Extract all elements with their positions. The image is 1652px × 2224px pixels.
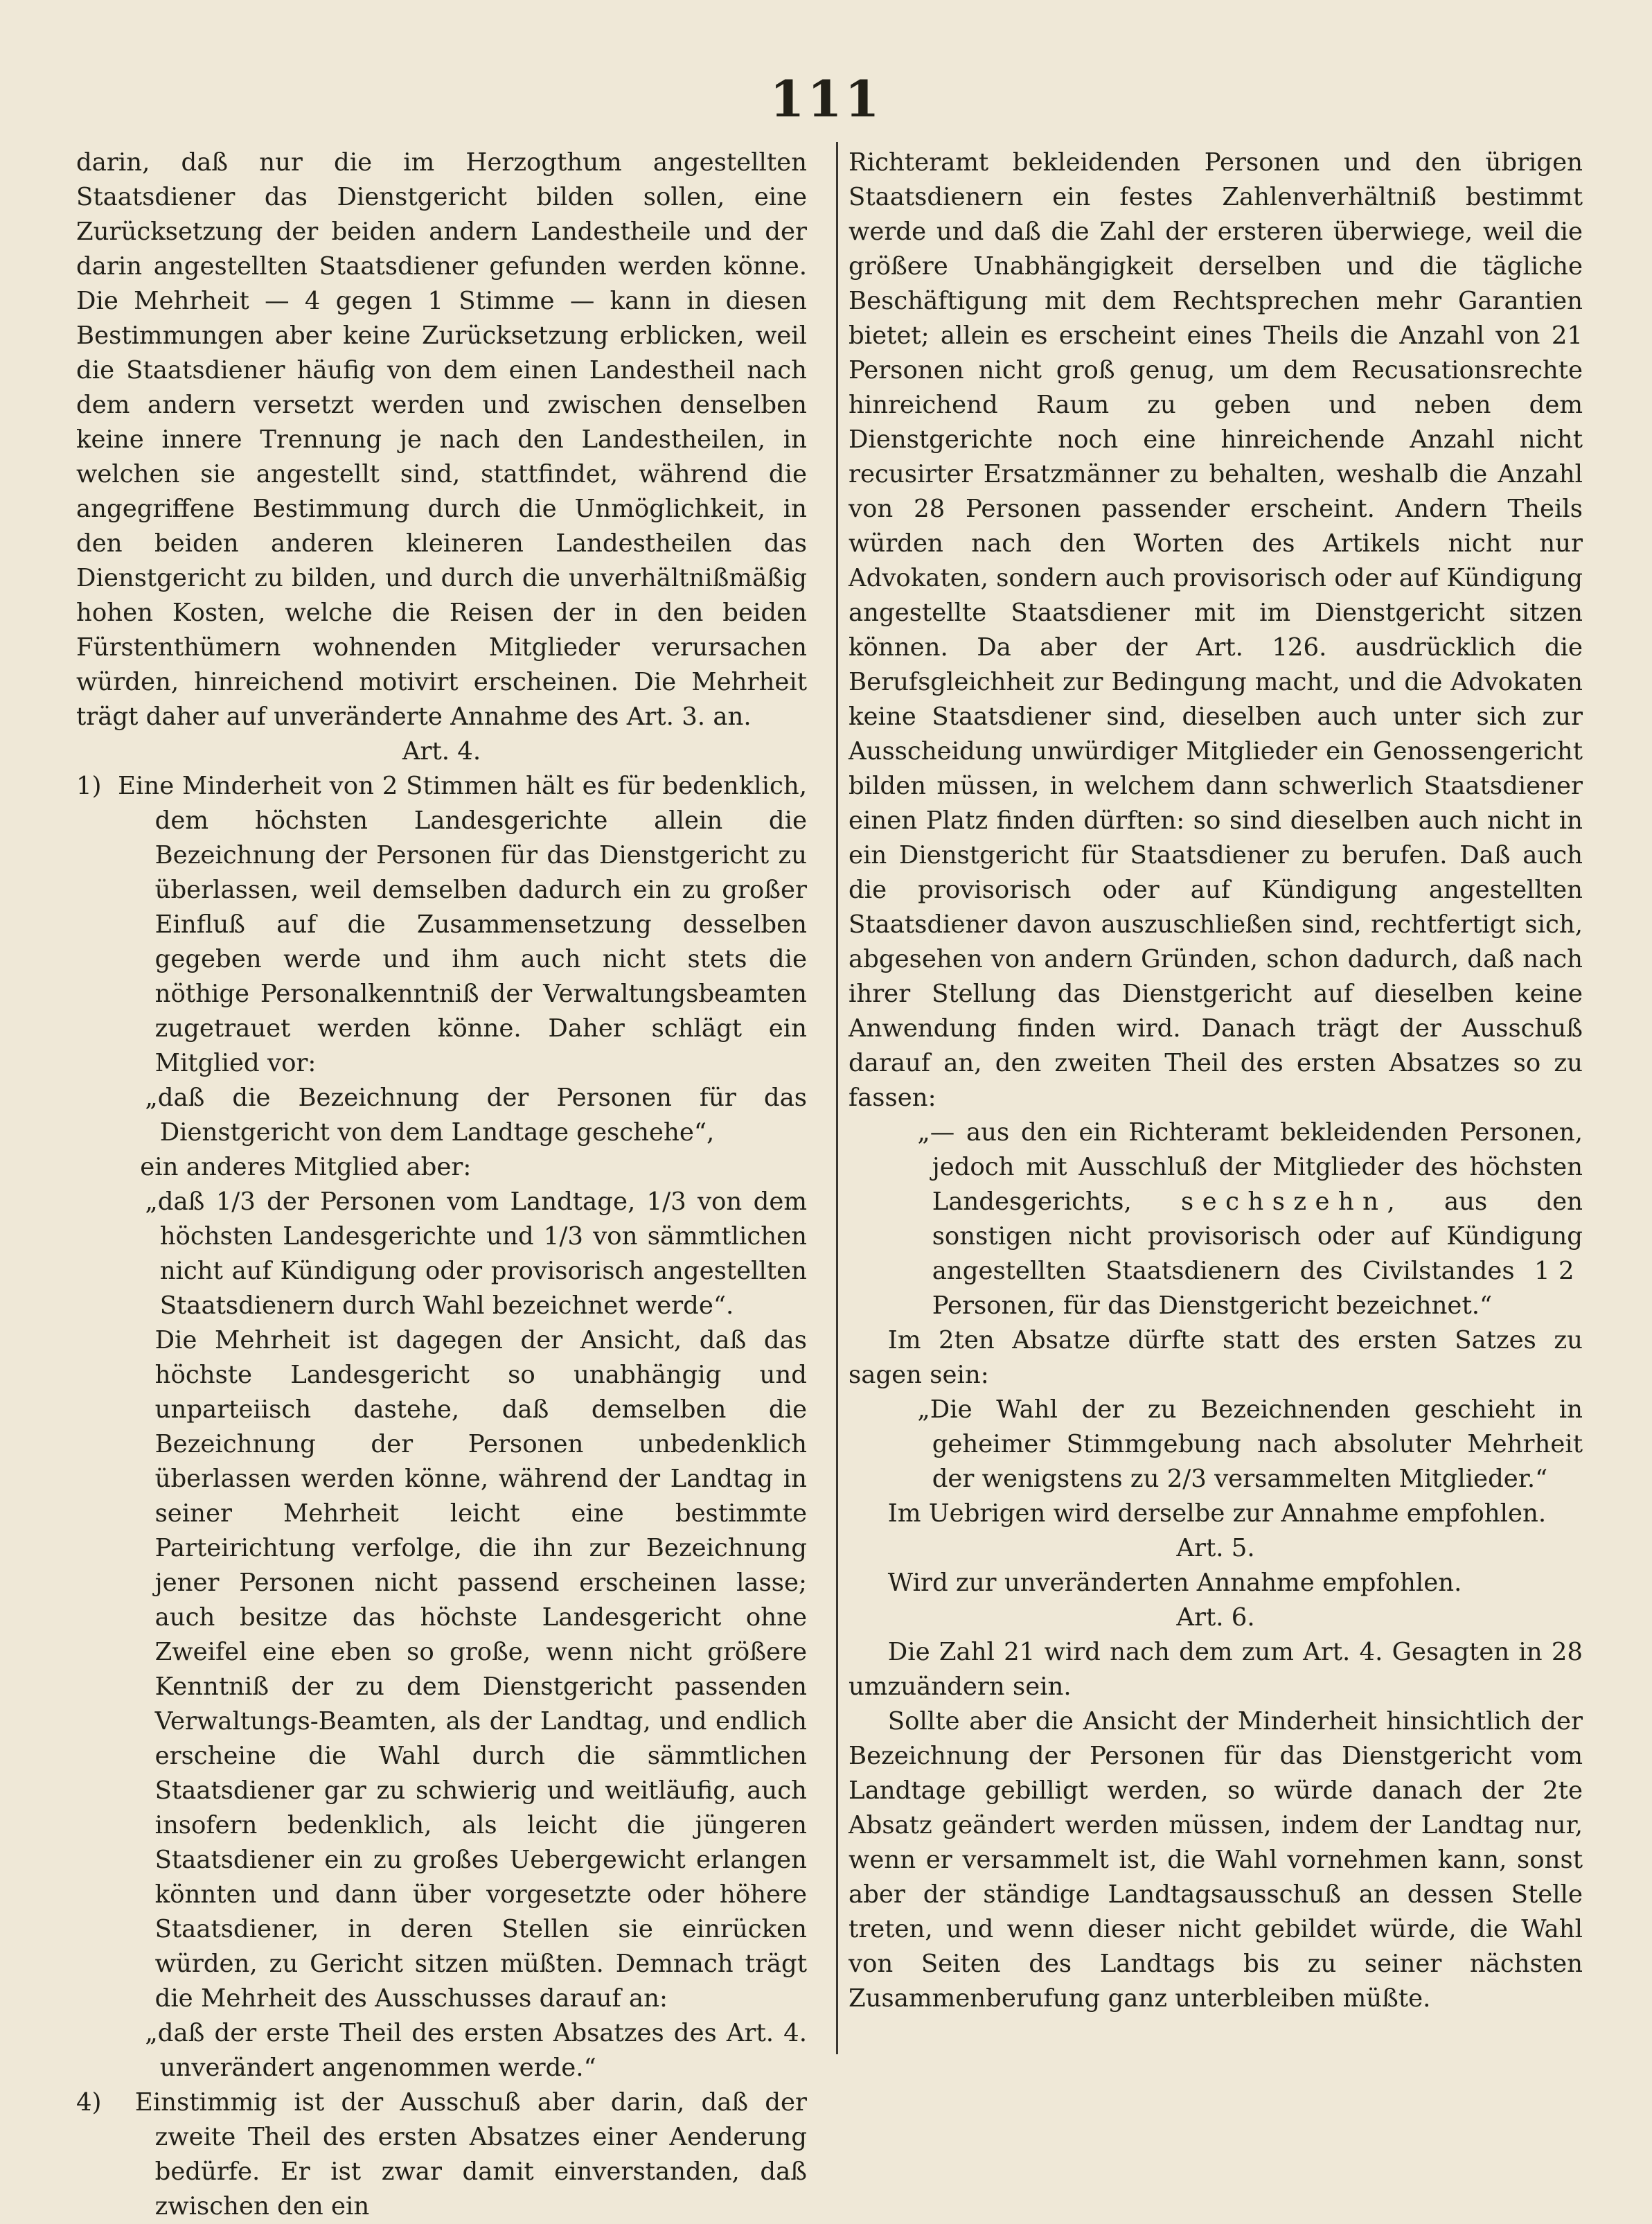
right-paragraph-3: Im Uebrigen wird derselbe zur Annahme empfohlen. (887, 1499, 1547, 1528)
quote-text-e: Personen, für das Dienstgericht bezeichnet.“ (932, 1291, 1493, 1320)
quote-spaced-number-word: sechszehn (1181, 1188, 1387, 1216)
right-column (849, 145, 1583, 2016)
column-divider (836, 142, 838, 2054)
quote-election: „Die Wahl der zu Bezeichnenden geschieht in geheimer Stimmgebung nach absoluter Mehrheit der wenigstens zu 2/3 versammelten Mitglieder.“ (917, 1395, 1583, 1493)
article-6-heading: Art. 6. (1176, 1603, 1255, 1632)
quote-first-part: „daß der erste Theil des ersten Absatzes des Art. 4. unverändert angenommen werde.“ (145, 2019, 807, 2082)
article-4-heading: Art. 4. (402, 737, 481, 766)
item-4-text: Einstimmig ist der Ausschuß aber darin, daß der zweite Theil des ersten Absatzes einer Aenderung bedürfe. Er ist zwar damit einverstanden, daß zwischen den ein (134, 2088, 808, 2221)
article-5-heading: Art. 5. (1176, 1534, 1255, 1562)
page-number: 111 (770, 69, 882, 128)
quote-spaced-number: 12 (1534, 1257, 1583, 1285)
other-member-line: ein anderes Mitglied aber: (140, 1153, 472, 1181)
quote-text-c: , aus den sonstigen nicht provisorisch oder auf Kündigung angestellten Staatsdienern des Civilstandes (932, 1188, 1583, 1285)
right-paragraph-1: Richteramt bekleidenden Personen und den übrigen Staatsdienern ein festes Zahlenverhältniß bestimmt werde und daß die Zahl der ersteren überwiege, weil die größere Unabhängigkeit derselben und die tägliche Beschäftigung mit dem Rechtsprechen mehr Garantien bietet; allein es erscheint eines Theils die Anzahl von 21 Personen nicht groß genug, um dem Recusationsrechte hinreichend Raum zu geben und neben dem Dienstgerichte noch eine hinreichende Anzahl nicht recusirter Ersatzmänner zu behalten, weshalb die Anzahl von 28 Personen passender erscheint. Andern Theils würden nach den Worten des Artikels nicht nur Advokaten, sondern auch provisorisch oder auf Kündigung angestellte Staatsdiener mit im Dienstgericht sitzen können. Da aber der Art. 126. ausdrücklich die Berufsgleichheit zur Bedingung macht, und die Advokaten keine Staatsdiener sind, dieselben auch unter sich zur Ausscheidung unwürdiger Mitglieder ein Genossengericht bilden müssen, in welchem dann schwerlich Staatsdiener einen Platz finden dürften: so sind dieselben auch nicht in ein Dienstgericht für Staatsdiener zu berufen. Daß auch die provisorisch oder auf Kündigung angestellten Staatsdiener davon auszuschließen sind, rechtfertigt sich, abgesehen von andern Gründen, schon dadurch, daß nach ihrer Stellung das Dienstgericht auf dieselben keine Anwendung finden wird. Danach trägt der Ausschuß darauf an, den zweiten Theil des ersten Absatzes so zu fassen: (849, 148, 1583, 1112)
article-5-text: Wird zur unveränderten Annahme empfohlen. (887, 1569, 1462, 1597)
item-4-marker: 4) (76, 2088, 102, 2117)
right-paragraph-4: Sollte aber die Ansicht der Minderheit hinsichtlich der Bezeichnung der Personen für das Dienstgericht vom Landtage gebilligt werden, so würde danach der 2te Absatz geändert werden müssen, indem der Landtag nur, wenn er versammelt ist, die Wahl vornehmen kann, sonst aber der ständige Landtagsausschuß an dessen Stelle treten, und wenn dieser nicht gebildet würde, die Wahl von Seiten des Landtags bis zu seiner nächsten Zusammenberufung ganz unterbleiben müßte. (849, 1707, 1583, 2013)
left-paragraph-1: darin, daß nur die im Herzogthum angestellten Staatsdiener das Dienstgericht bilden sollen, eine Zurücksetzung der beiden andern Landestheile und der darin angestellten Staatsdiener gefunden werden könne. Die Mehrheit — 4 gegen 1 Stimme — kann in diesen Bestimmungen aber keine Zurücksetzung erblicken, weil die Staatsdiener häufig von dem einen Landestheil nach dem andern versetzt werden und zwischen denselben keine innere Trennung je nach den Landestheilen, in welchen sie angestellt sind, stattfindet, während die angegriffene Bestimmung durch die Unmöglichkeit, in den beiden anderen kleineren Landestheilen das Dienstgericht zu bilden, und durch die unverhältnißmäßig hohen Kosten, welche die Reisen der in den beiden Fürstenthümern wohnenden Mitglieder verursachen würden, hinreichend motivirt erscheinen. Die Mehrheit trägt daher auf unveränderte Annahme des Art. 3. an. (76, 148, 807, 731)
article-6-text: Die Zahl 21 wird nach dem zum Art. 4. Gesagten in 28 umzuändern sein. (849, 1638, 1583, 1701)
item-1-marker: 1) (76, 772, 102, 800)
quote-text-a: „— aus den ein Richteramt bekleidenden Personen, jedoch mit Ausschluß der Mitglieder des höchsten Landesgerichts, (917, 1118, 1583, 1216)
item-1 (76, 769, 807, 1081)
right-paragraph-2: Im 2ten Absatze dürfte statt des ersten Satzes zu sagen sein: (849, 1326, 1583, 1389)
majority-opinion: Die Mehrheit ist dagegen der Ansicht, daß das höchste Landesgericht so unabhängig und unparteiisch dastehe, daß demselben die Bezeichnung der Personen unbedenklich überlassen werden könne, während der Landtag in seiner Mehrheit leicht eine bestimmte Parteirichtung verfolge, die ihn zur Bezeichnung jener Personen nicht passend erscheinen lasse; auch besitze das höchste Landesgericht ohne Zweifel eine eben so große, wenn nicht größere Kenntniß der zu dem Dienstgericht passenden Verwaltungs-Beamten, als der Landtag, und endlich erscheine die Wahl durch die sämmtlichen Staatsdiener gar zu schwierig und weitläufig, auch insofern bedenklich, als leicht die jüngeren Staatsdiener ein zu großes Uebergewicht erlangen könnten und dann über vorgesetzte oder höhere Staatsdiener, in deren Stellen sie einrücken würden, zu Gericht sitzen müßten. Demnach trägt die Mehrheit des Ausschusses darauf an: (154, 1326, 807, 2013)
left-column (76, 145, 807, 2224)
quote-landtag: „daß die Bezeichnung der Personen für das Dienstgericht von dem Landtage geschehe“, (145, 1084, 807, 1147)
quote-second-part (849, 1115, 1583, 1323)
quote-thirds: „daß 1/3 der Personen vom Landtage, 1/3 von dem höchsten Landesgerichte und 1/3 von sämmtlichen nicht auf Kündigung oder provisorisch angestellten Staatsdienern durch Wahl bezeichnet werde“. (145, 1188, 807, 1320)
item-4 (76, 2085, 807, 2224)
item-1-text: Eine Minderheit von 2 Stimmen hält es für bedenklich, dem höchsten Landesgerichte allein die Bezeichnung der Personen für das Dienstgericht zu überlassen, weil demselben dadurch ein zu großer Einfluß auf die Zusammensetzung desselben gegeben werde und ihm auch nicht stets die nöthige Personalkenntniß der Verwaltungsbeamten zugetrauet werden könne. Daher schlägt ein Mitglied vor: (118, 772, 808, 1077)
